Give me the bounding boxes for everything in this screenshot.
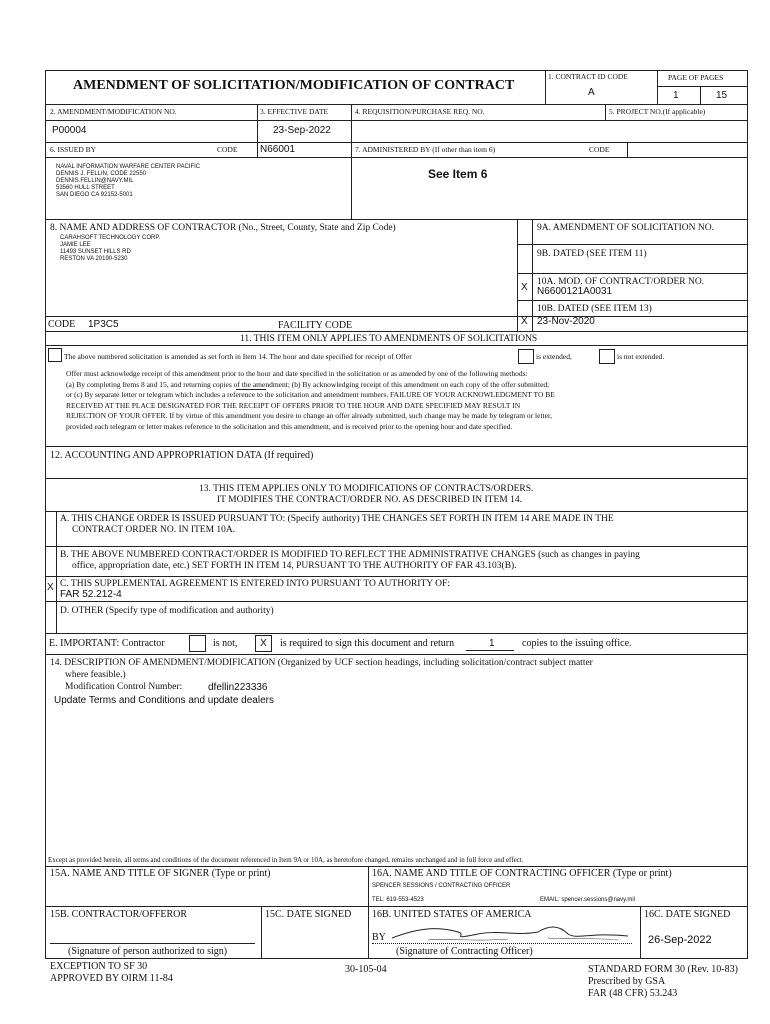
- officer-tel: TEL: 619-553-4523: [372, 897, 424, 903]
- amendment-no-label: 2. AMENDMENT/MODIFICATION NO.: [50, 107, 177, 116]
- item-10a-value: N6600121A0031: [537, 286, 613, 297]
- item-13c-authority: FAR 52.212-4: [60, 589, 122, 600]
- item-9a-label: 9A. AMENDMENT OF SOLICITATION NO.: [537, 223, 714, 233]
- item-10b-value: 23-Nov-2020: [537, 316, 595, 327]
- officer-email: EMAIL: spencer.sessions@navy.mil: [540, 897, 636, 903]
- item-13a-line1: A. THIS CHANGE ORDER IS ISSUED PURSUANT TO: (Specify authority) THE CHANGES SET FORTH IN ITEM 14 ARE MADE IN THE: [60, 514, 614, 524]
- footer-prescribed: Prescribed by GSA: [588, 976, 666, 987]
- item-11-line1: The above numbered solicitation is amended as set forth in Item 14. The hour and date specified for receipt of Offer: [64, 352, 412, 361]
- date-16c-value: 26-Sep-2022: [648, 934, 712, 946]
- item-11-instructions: Offer must acknowledge receipt of this amendment prior to the hour and date specified in the solicitation or as amended by one of the following methods: (a) By completing Items 8 and 15, and returning copies of the amendment; (b) By acknowledging receipt of this amendment on each copy of the offer submitted; or (c) By separate letter or telegram which includes a reference to the solicitation and amendment numbers. FAILURE OF YOUR ACKNOWLEDGMENT TO BE RECEIVED AT THE PLACE DESIGNATED FOR THE RECEIPT OF OFFERS PRIOR TO THE HOUR AND DATE SPECIFIED MAY RESULT IN REJECTION OF YOUR OFFER. If by virtue of this amendment you desire to change an offer already submitted, such change may be made by telegram or letter, provided each telegram or letter makes reference to the solicitation and this amendment, and is received prior to the opening hour and date specified.: [66, 369, 555, 431]
- mcn-value: dfellin223336: [208, 682, 268, 693]
- item-12-label: 12. ACCOUNTING AND APPROPRIATION DATA (If required): [50, 450, 314, 461]
- except-note: Except as provided herein, all terms and conditions of the document referenced in Item 9A or 10A, as heretofore changed, remains unchanged and in full force and effect.: [48, 856, 524, 864]
- item-14-line1: 14. DESCRIPTION OF AMENDMENT/MODIFICATION (Organized by UCF section headings, including solicitation/contract subject matter: [50, 658, 593, 668]
- item-9b-label: 9B. DATED (SEE ITEM 11): [537, 249, 647, 259]
- footer-standard-form: STANDARD FORM 30 (Rev. 10-83): [588, 964, 738, 975]
- contractor-address: CARAHSOFT TECHNOLOGY CORP. JAMIE LEE 11493 SUNSET HILLS RD RESTON VA 20190-5230: [60, 235, 161, 262]
- contract-id-label: 1. CONTRACT ID CODE: [548, 72, 628, 81]
- not-extended-label: is not extended.: [617, 352, 665, 361]
- item-10a-label: 10A. MOD. OF CONTRACT/ORDER NO.: [537, 277, 705, 287]
- item-13c-mark: X: [47, 582, 54, 593]
- contractor-label: 8. NAME AND ADDRESS OF CONTRACTOR (No., Street, County, State and Zip Code): [50, 223, 396, 233]
- total-pages: 15: [716, 90, 728, 101]
- solicitation-amended-checkbox[interactable]: [48, 348, 62, 362]
- is-required-checkbox[interactable]: [255, 635, 272, 652]
- copies-value: 1: [489, 638, 495, 649]
- item-14-line2: where feasible.): [65, 670, 126, 680]
- contractor-15b-label: 15B. CONTRACTOR/OFFEROR: [50, 909, 188, 920]
- amendment-no-value: P00004: [52, 125, 87, 136]
- modification-description: Update Terms and Conditions and update dealers: [54, 695, 274, 706]
- mcn-label: Modification Control Number:: [65, 682, 183, 692]
- see-item-6: See Item 6: [428, 167, 488, 181]
- contracting-officer-signature: [388, 920, 632, 946]
- signature-16-caption: (Signature of Contracting Officer): [396, 946, 533, 957]
- requisition-label: 4. REQUISITION/PURCHASE REQ. NO.: [355, 107, 485, 116]
- item-13b-line2: office, appropriation date, etc.) SET FORTH IN ITEM 14, PURSUANT TO THE AUTHORITY OF FAR 43.103(B).: [72, 561, 517, 571]
- by-label: BY: [372, 932, 386, 943]
- facility-code-label: FACILITY CODE: [278, 320, 353, 331]
- issuer-address: NAVAL INFORMATION WARFARE CENTER PACIFIC DENNIS J. FELLIN, CODE 22550 DENNIS.FELLIN@NAVY.MIL 53560 HULL STREET SAN DIEGO CA 92152-5001: [56, 164, 201, 198]
- important-label: E. IMPORTANT: Contractor: [49, 638, 165, 649]
- issued-by-label: 6. ISSUED BY: [50, 145, 97, 154]
- item-11-heading: 11. THIS ITEM ONLY APPLIES TO AMENDMENTS OF SOLICITATIONS: [240, 334, 538, 344]
- footer-far: FAR (48 CFR) 53.243: [588, 988, 678, 999]
- contractor-code-value: 1P3C5: [88, 319, 119, 330]
- item-13-heading-2: IT MODIFIES THE CONTRACT/ORDER NO. AS DESCRIBED IN ITEM 14.: [217, 495, 522, 505]
- officer-name: SPENCER SESSIONS / CONTRACTING OFFICER: [372, 883, 511, 889]
- issued-code-label: CODE: [217, 145, 238, 154]
- effective-date-value: 23-Sep-2022: [273, 125, 331, 136]
- date-16c-label: 16C. DATE SIGNED: [644, 909, 731, 920]
- administered-by-label: 7. ADMINISTERED BY (If other than item 6): [355, 145, 496, 154]
- item-10b-mark: X: [521, 316, 528, 327]
- officer-16a-label: 16A. NAME AND TITLE OF CONTRACTING OFFICER (Type or print): [372, 868, 672, 879]
- is-required-label: is required to sign this document and return: [280, 638, 455, 649]
- project-no-label: 5. PROJECT NO.(If applicable): [609, 107, 706, 116]
- copies-text: copies to the issuing office.: [522, 638, 632, 649]
- footer-approved: APPROVED BY OIRM 11-84: [50, 973, 173, 984]
- is-required-mark: X: [260, 638, 267, 649]
- form-title: AMENDMENT OF SOLICITATION/MODIFICATION OF CONTRACT: [73, 78, 515, 93]
- item-13d-line1: D. OTHER (Specify type of modification and authority): [60, 606, 274, 616]
- item-13c-line1: C. THIS SUPPLEMENTAL AGREEMENT IS ENTERED INTO PURSUANT TO AUTHORITY OF:: [60, 579, 450, 589]
- is-not-label: is not,: [213, 638, 238, 649]
- item-13b-line1: B. THE ABOVE NUMBERED CONTRACT/ORDER IS MODIFIED TO REFLECT THE ADMINISTRATIVE CHANGES (such as changes in paying: [60, 550, 640, 560]
- item-13a-line2: CONTRACT ORDER NO. IN ITEM 10A.: [72, 525, 236, 535]
- page-of-pages-label: PAGE OF PAGES: [668, 73, 724, 82]
- issued-code-value: N66001: [260, 144, 296, 155]
- extended-checkbox[interactable]: [518, 349, 534, 364]
- footer-exception: EXCEPTION TO SF 30: [50, 961, 148, 972]
- effective-date-label: 3. EFFECTIVE DATE: [260, 107, 329, 116]
- signer-15a-label: 15A. NAME AND TITLE OF SIGNER (Type or print): [50, 868, 271, 879]
- contractor-code-label: CODE: [48, 319, 76, 330]
- signature-15-caption: (Signature of person authorized to sign): [68, 946, 228, 957]
- date-15c-label: 15C. DATE SIGNED: [265, 909, 352, 920]
- item-10b-label: 10B. DATED (SEE ITEM 13): [537, 304, 652, 314]
- is-not-checkbox[interactable]: [189, 635, 206, 652]
- contract-id-value: A: [588, 87, 595, 98]
- extended-label: is extended,: [536, 352, 572, 361]
- page-number: 1: [673, 90, 679, 101]
- admin-code-label: CODE: [589, 145, 610, 154]
- item-10a-mark: X: [521, 282, 528, 293]
- footer-form-code: 30-105-04: [345, 964, 387, 975]
- usa-16b-label: 16B. UNITED STATES OF AMERICA: [372, 909, 532, 920]
- item-13-heading-1: 13. THIS ITEM APPLIES ONLY TO MODIFICATIONS OF CONTRACTS/ORDERS.: [199, 484, 534, 494]
- not-extended-checkbox[interactable]: [599, 349, 615, 364]
